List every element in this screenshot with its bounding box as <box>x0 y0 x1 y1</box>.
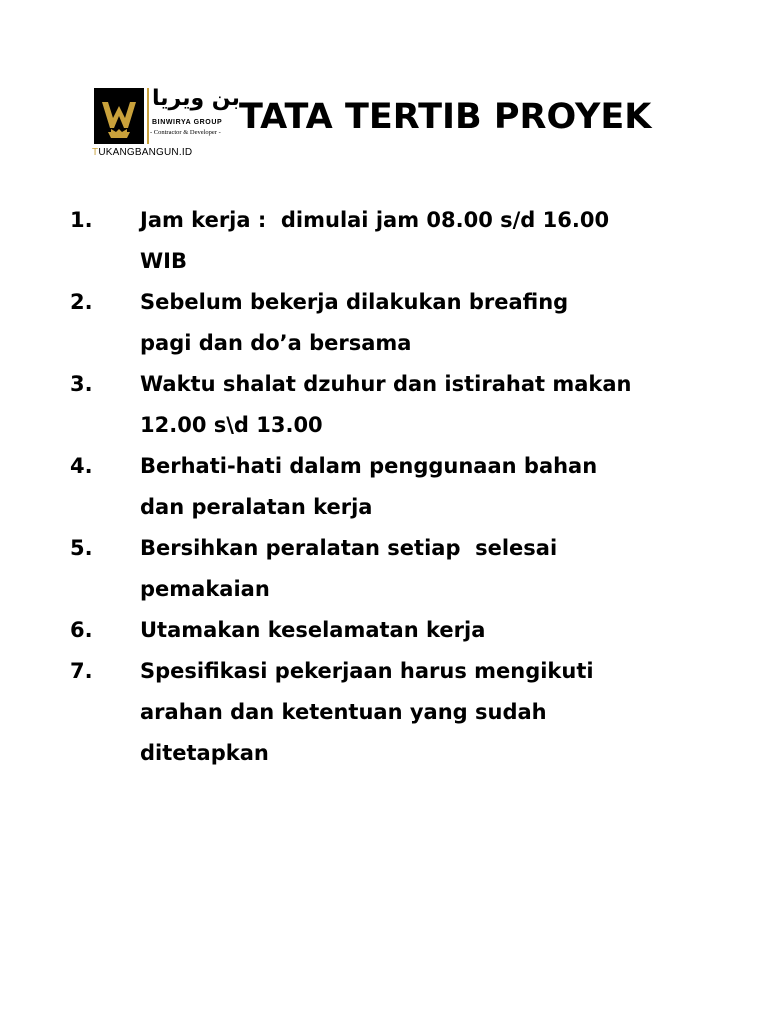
rule-number: 2. <box>70 290 93 314</box>
rule-number: 1. <box>70 208 93 232</box>
rule-item-3 <box>70 364 710 446</box>
rule-item-5 <box>70 528 710 610</box>
rule-number: 3. <box>70 372 93 396</box>
rule-item-1 <box>70 200 710 282</box>
rule-text: Sebelum bekerja dilakukan breafing pagi dan do’a bersama <box>140 290 569 355</box>
rule-text: Jam kerja : dimulai jam 08.00 s/d 16.00 WIB <box>140 208 610 273</box>
rule-item-6 <box>70 610 710 651</box>
logo-w-crown-icon <box>94 88 144 144</box>
rule-text: Waktu shalat dzuhur dan istirahat makan 12.00 s\d 13.00 <box>140 372 632 437</box>
rule-text: Spesifikasi pekerjaan harus mengikuti arahan dan ketentuan yang sudah ditetapkan <box>140 659 594 765</box>
rule-item-7 <box>70 651 710 774</box>
rule-item-4 <box>70 446 710 528</box>
page-title: TATA TERTIB PROYEK <box>239 97 652 137</box>
rules-list <box>70 200 710 774</box>
logo-arabic-text: بن ويريا <box>152 86 240 111</box>
rule-text: Utamakan keselamatan kerja <box>140 618 486 642</box>
logo-tagline: - Contractor & Developer - <box>150 129 221 136</box>
rule-text: Berhati-hati dalam penggunaan bahan dan peralatan kerja <box>140 454 598 519</box>
rule-number: 4. <box>70 454 93 478</box>
logo-divider <box>147 88 149 144</box>
logo-website: TUKANGBANGUN.ID <box>92 147 193 158</box>
rule-text: Bersihkan peralatan setiap selesai pemakaian <box>140 536 558 601</box>
rule-number: 5. <box>70 536 93 560</box>
logo-group-name: BINWIRYA GROUP <box>152 119 223 126</box>
rule-number: 7. <box>70 659 93 683</box>
rule-number: 6. <box>70 618 93 642</box>
company-logo <box>92 86 240 162</box>
rule-item-2 <box>70 282 710 364</box>
